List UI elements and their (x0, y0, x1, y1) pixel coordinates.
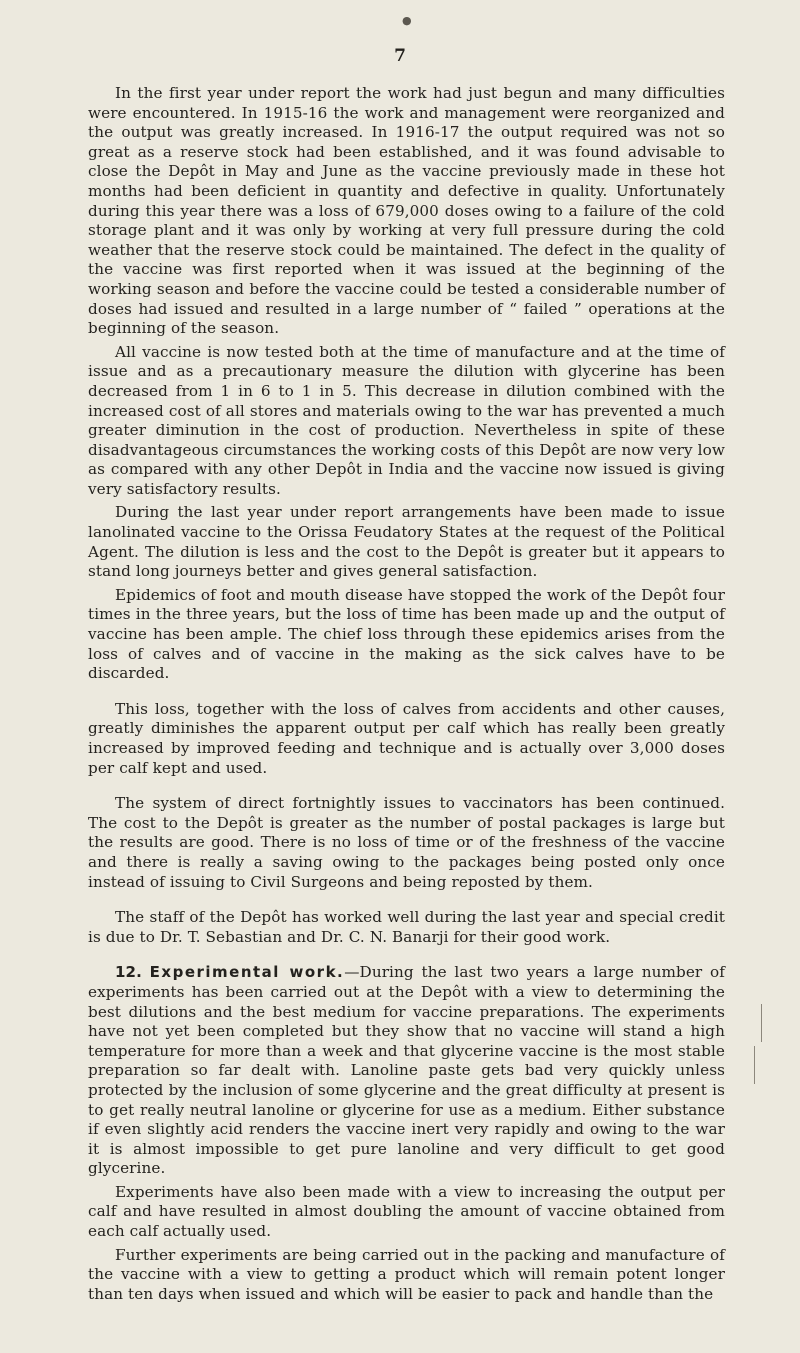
paragraph-fortnightly-issues: The system of direct fortnightly issues to vaccinators has been continued. The cost to the Depôt is greater as the number of postal packages is large but the results are good. There is no loss of time or of the freshness of the vaccine and there is really a saving owing to the packages being posted only once instead of issuing to Civil Surgeons and being reposted by them. (88, 794, 725, 891)
paragraph-vaccine-testing: All vaccine is now tested both at the time of manufacture and at the time of issue and as a precautionary measure the dilution with glycerine has been decreased from 1 in 6 to 1 in 5. This decrease in dilution combined with the increased cost of all stores and materials owing to the war has prevented a much greater diminution in the cost of production. Nevertheless in spite of these disadvantageous circumstances the working costs of this Depôt are now very low as compared with any other Depôt in India and the vaccine now issued is giving very satisfactory results. (88, 342, 725, 498)
paragraph-lanolinated-vaccine: During the last year under report arrangements have been made to issue lanolinated vaccine to the Orissa Feudatory States at the request of the Political Agent. The dilution is less and the cost to the Depôt is greater but it appears to stand long journeys better and gives general satisfaction. (88, 503, 725, 581)
paragraph-output-doubling: Experiments have also been made with a view to increasing the output per calf and have resulted in almost doubling the amount of vaccine obtained from each calf actually used. (88, 1182, 725, 1241)
section-body: —During the last two years a large number of experiments has been carried out at the Depôt with a view to determining the best dilutions and the best medium for vaccine preparations. The experiments have not yet been completed but they show that no vaccine will stand a high temperature for more than a week and that glycerine vaccine is the most stable preparation so far dealt with. Lanoline paste gets bad very quickly unless protected by the inclusion of some glycerine and the great difficulty at present is to get really neutral lanoline or glycerine for use as a medium. Either substance if even slightly acid renders the vaccine inert very rapidly and owing to the war it is almost impossible to get pure lanoline and very difficult to get good glycerine. (88, 963, 726, 1178)
paragraph-calf-losses: This loss, together with the loss of calves from accidents and other causes, greatly diminishes the apparent output per calf which has really been greatly increased by improved feeding and technique and is actually over 3,000 doses per calf kept and used. (88, 699, 725, 777)
paragraph-epidemics: Epidemics of foot and mouth disease have stopped the work of the Depôt four times in the three years, but the loss of time has been made up and the output of vaccine has been ample. The chief loss through these epidemics arises from the loss of calves and of vaccine in the making as the sick calves have to be discarded. (88, 585, 725, 683)
margin-bracket-mark (754, 1046, 755, 1084)
page-number: 7 (394, 46, 406, 66)
paragraph-packing-experiments: Further experiments are being carried out in the packing and manufacture of the vaccine with a view to getting a product which will remain potent longer than ten days when issued and which will be easier to pack and handle than the (88, 1245, 725, 1303)
stray-ink-mark: ● (402, 14, 412, 27)
body-text (88, 84, 725, 1304)
paragraph-staff-credit: The staff of the Depôt has worked well during the last year and special credit is due to Dr. T. Sebastian and Dr. C. N. Banarji for their good work. (88, 908, 725, 946)
section-number: 12. (115, 963, 142, 982)
margin-bracket-mark (761, 1004, 762, 1042)
section-title: Experimental work. (149, 963, 345, 982)
section-experimental-work (88, 963, 725, 1179)
paragraph-output-history: In the first year under report the work had just begun and many difficulties were encountered. In 1915-16 the work and management were reorganized and the output was greatly increased. In 1916-17 the output required was not so great as a reserve stock had been established, and it was found advisable to close the Depôt in May and June as the vaccine previously made in these hot months had been deficient in quantity and defective in quality. Unfortunately during this year there was a loss of 679,000 doses owing to a failure of the cold storage plant and it was only by working at very full pressure during the cold weather that the reserve stock could be maintained. The defect in the quality of the vaccine was first reported when it was issued at the beginning of the working season and before the vaccine could be tested a considerable number of doses had issued and resulted in a large number of “ failed ” operations at the beginning of the season. (88, 84, 725, 338)
